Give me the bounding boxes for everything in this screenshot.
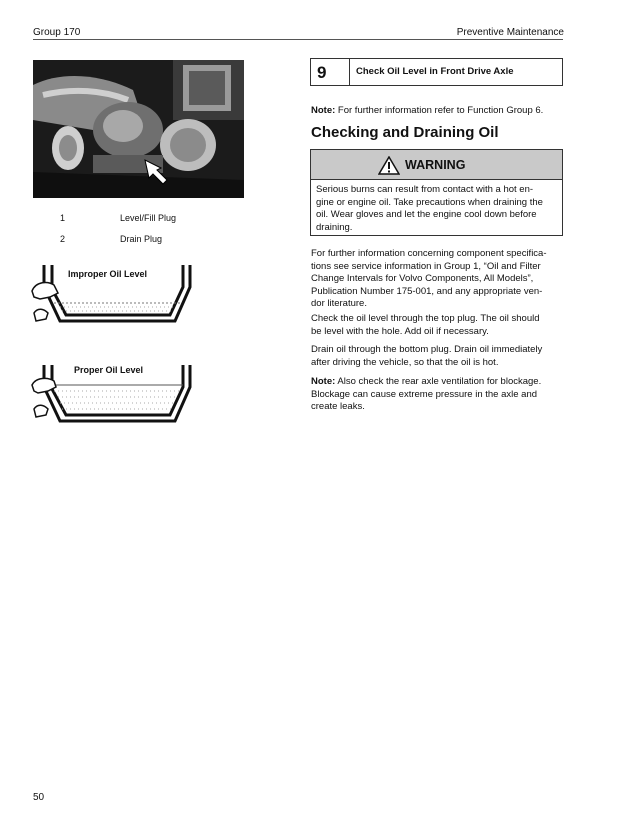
- warning-line: draining.: [316, 221, 353, 233]
- diagram-label: Improper Oil Level: [68, 269, 148, 279]
- paragraph-drain-oil: [311, 344, 563, 369]
- note-label: Note:: [311, 376, 336, 387]
- warning-line: oil. Wear gloves and let the engine cool down before: [316, 209, 537, 220]
- step-number: 9: [311, 59, 350, 85]
- note-reference: [311, 104, 563, 117]
- text-line: Blockage can cause extreme pressure in the axle and: [311, 388, 538, 400]
- paragraph-check-level: [311, 313, 563, 338]
- step-box: [310, 58, 563, 86]
- legend-number: 1: [60, 213, 66, 223]
- section-heading: Checking and Draining Oil: [311, 124, 499, 141]
- text-line: Change Intervals for Volvo Components, All Models”,: [311, 273, 534, 284]
- running-header-title: Preventive Maintenance: [456, 27, 564, 38]
- running-header-group: Group 170: [33, 27, 81, 38]
- note-text: For further information refer to Function Group 6.: [335, 105, 544, 116]
- warning-triangle-icon: [378, 156, 400, 175]
- text-line: dor literature.: [311, 298, 367, 309]
- text-line: tions see service information in Group 1, “Oil and Filter: [311, 260, 541, 272]
- warning-label: WARNING: [405, 158, 466, 172]
- text-line: Publication Number 175-001, and any appropriate ven-: [311, 285, 543, 297]
- legend-label: Level/Fill Plug: [120, 213, 177, 223]
- warning-box: [310, 149, 563, 236]
- note-rear-axle: [311, 376, 563, 414]
- warning-header: [311, 150, 562, 180]
- note-label: Note:: [311, 105, 336, 116]
- axle-photo: [33, 60, 244, 198]
- warning-line: gine or engine oil. Take precautions when draining the: [316, 196, 543, 208]
- warning-text: [316, 184, 560, 234]
- page-number: 50: [33, 792, 45, 803]
- paragraph-specifications: [311, 248, 563, 311]
- warning-line: Serious burns can result from contact with a hot en-: [316, 184, 534, 195]
- improper-oil-level-diagram: [30, 263, 200, 353]
- header-rule: [33, 39, 563, 40]
- text-line: Drain oil through the bottom plug. Drain oil immediately: [311, 344, 543, 355]
- legend-label: Drain Plug: [120, 234, 163, 244]
- text-line: For further information concerning component specifica-: [311, 248, 547, 259]
- text-line: be level with the hole. Add oil if necessary.: [311, 325, 489, 337]
- text-line: after driving the vehicle, so that the oil is hot.: [311, 356, 499, 368]
- step-title: Check Oil Level in Front Drive Axle: [356, 66, 514, 77]
- text-line: create leaks.: [311, 401, 365, 412]
- diagram-label: Proper Oil Level: [74, 365, 144, 375]
- legend-number: 2: [60, 234, 66, 244]
- proper-oil-level-diagram: [30, 363, 200, 453]
- text-line: Check the oil level through the top plug. The oil should: [311, 313, 540, 324]
- text-line: Also check the rear axle ventilation for blockage.: [335, 376, 542, 387]
